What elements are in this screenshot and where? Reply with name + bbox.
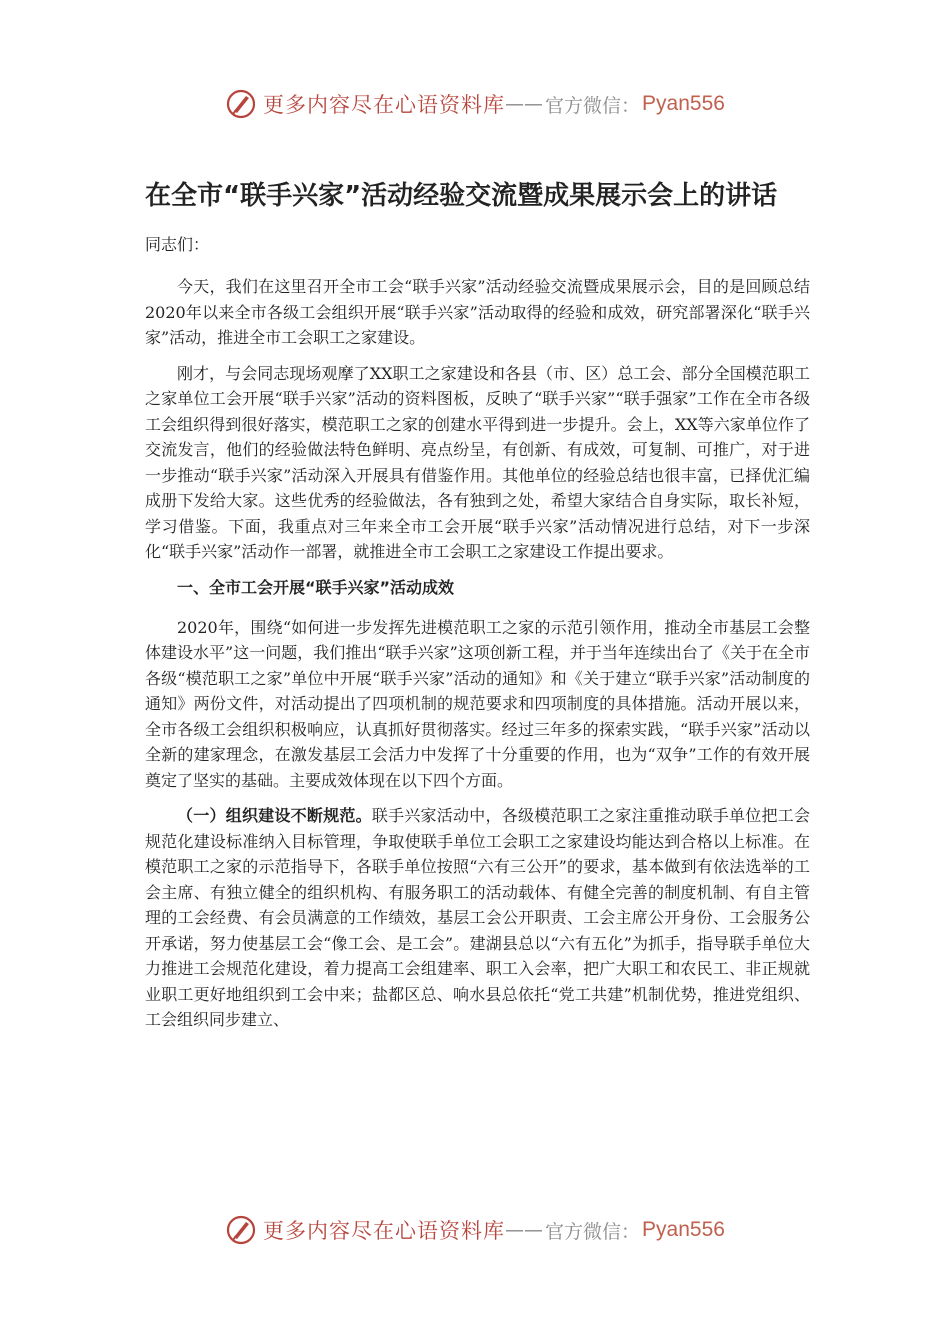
subsection-text: 联手兴家活动中，各级模范职工之家注重推动联手单位把工会规范化建设标准纳入目标管理，争取使联手单位工会职工之家建设均能达到合格以上标准。在模范职工之家的示范指导下，各联手单位按照“六有三公开”的要求，基本做到有依法选举的工会主席、有独立健全的组织机构、有服务职工的活动载体、有健全完善的制度机制、有自主管理的工会经费、有会员满意的工作绩效，基层工会公开职责、工会主席公开身份、工会服务公开承诺，努力使基层工会“像工会、是工会”。建湖县总以“六有五化”为抓手，指导联手单位大力推进工会规范化建设，着力提高工会组建率、职工入会率，把广大职工和农民工、非正规就业职工更好地组织到工会中来；盐都区总、响水县总依托“党工共建”机制优势，推进党组织、工会组织同步建立、 — [145, 806, 810, 1029]
quill-logo-icon — [225, 88, 257, 120]
banner-dash: —— — [505, 1219, 544, 1241]
banner-brand-text: 更多内容尽在心语资料库 — [263, 1219, 506, 1243]
document-body — [145, 170, 810, 1043]
document-title: 在全市“联手兴家”活动经验交流暨成果展示会上的讲话 — [145, 181, 778, 211]
banner-dash: —— — [505, 93, 544, 115]
paragraph-intro: 今天，我们在这里召开全市工会“联手兴家”活动经验交流暨成果展示会，目的是回顾总结2020年以来全市各级工会组织开展“联手兴家”活动取得的经验和成效，研究部署深化“联手兴家”活动，推进全市工会职工之家建设。 — [145, 277, 810, 347]
paragraph-section-one: 2020年，围绕“如何进一步发挥先进模范职工之家的示范引领作用，推动全市基层工会整体建设水平”这一问题，我们推出“联手兴家”这项创新工程，并于当年连续出台了《关于在全市各级“模范职工之家”单位中开展“联手兴家”活动的通知》和《关于建立“联手兴家”活动制度的通知》两份文件，对活动提出了四项机制的规范要求和四项制度的具体措施。活动开展以来，全市各级工会组织积极响应，认真抓好贯彻落实。经过三年多的探索实践，“联手兴家”活动以全新的建家理念，在激发基层工会活力中发挥了十分重要的作用，也为“双争”工作的有效开展奠定了坚实的基础。主要成效体现在以下四个方面。 — [145, 617, 810, 790]
quill-logo-icon — [225, 1214, 257, 1246]
banner-wechat-id: Pyan556 — [642, 1218, 725, 1241]
section-heading: 一、全市工会开展“联手兴家”活动成效 — [177, 577, 455, 597]
banner-wechat-id: Pyan556 — [642, 92, 725, 115]
subsection-heading: （一）组织建设不断规范。 — [177, 806, 372, 825]
banner-wechat-label: 官方微信： — [545, 1220, 641, 1243]
paragraph-subsection-one — [145, 803, 810, 1033]
header-watermark-banner — [0, 84, 950, 124]
banner-wechat-label: 官方微信： — [545, 94, 641, 117]
banner-brand-text: 更多内容尽在心语资料库 — [263, 93, 506, 117]
salutation: 同志们： — [145, 235, 210, 254]
paragraph-review: 刚才，与会同志现场观摩了XX职工之家建设和各县（市、区）总工会、部分全国模范职工之家单位工会开展“联手兴家”活动的资料图板，反映了“联手兴家”“联手强家”工作在全市各级工会组织得到很好落实，模范职工之家的创建水平得到进一步提升。会上，XX等六家单位作了交流发言，他们的经验做法特色鲜明、亮点纷呈，有创新、有成效，可复制、可推广，对于进一步推动“联手兴家”活动深入开展具有借鉴作用。其他单位的经验总结也很丰富，已择优汇编成册下发给大家。这些优秀的经验做法，各有独到之处，希望大家结合自身实际，取长补短，学习借鉴。下面，我重点对三年来全市工会开展“联手兴家”活动情况进行总结，对下一步深化“联手兴家”活动作一部署，就推进全市工会职工之家建设工作提出要求。 — [145, 363, 810, 561]
footer-watermark-banner — [0, 1210, 950, 1250]
